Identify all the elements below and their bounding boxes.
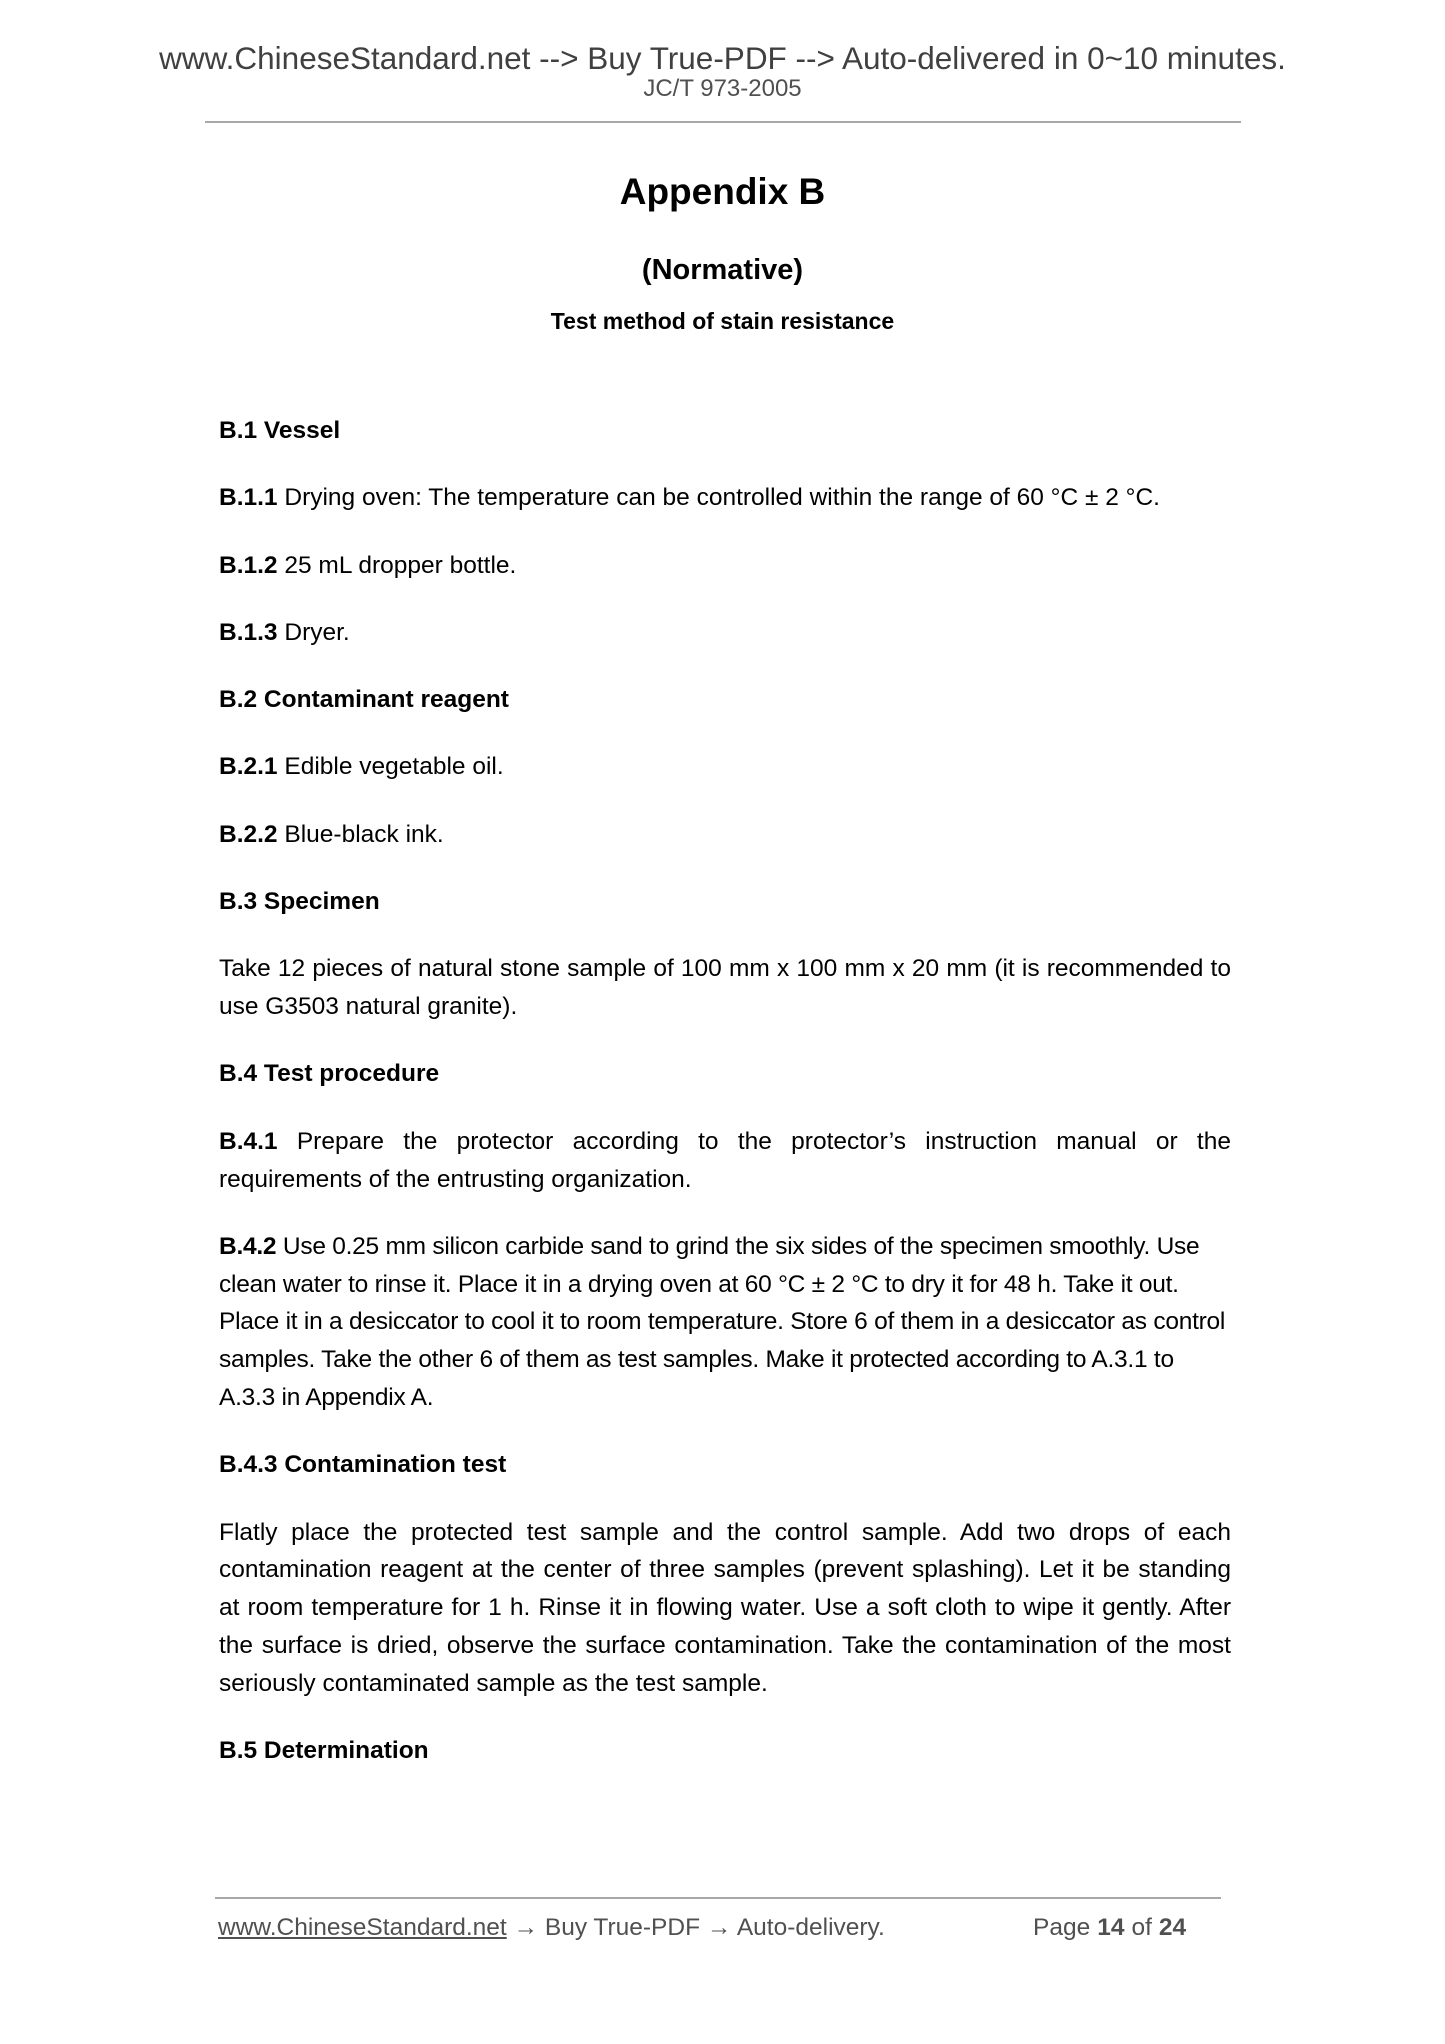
clause-number: B.4.2 <box>219 1232 277 1260</box>
standard-code: JC/T 973-2005 <box>643 75 802 102</box>
section-heading-b2: B.2 Contaminant reagent <box>219 686 509 714</box>
clause-text: 25 mL dropper bottle. <box>277 551 517 579</box>
clause-text: Prepare the protector according to the protector’s instruction manual or the requirements of the entrusting organization. <box>219 1127 1231 1193</box>
appendix-subtitle: Test method of stain resistance <box>550 308 895 334</box>
clause-b2-2 <box>219 816 1231 854</box>
clause-number: B.2.2 <box>219 820 278 848</box>
clause-text: Dryer. <box>277 618 350 646</box>
appendix-status: (Normative) <box>641 254 804 286</box>
section-heading-b4: B.4 Test procedure <box>219 1060 440 1088</box>
section-heading-b4-3: B.4.3 Contamination test <box>219 1451 507 1479</box>
clause-number: B.2.1 <box>219 753 278 781</box>
footer-tagline: → Buy True-PDF → Auto-delivery. <box>506 1914 885 1941</box>
clause-text: Drying oven: The temperature can be controlled within the range of 60 °C ± 2 °C. <box>277 484 1160 512</box>
clause-b4-1 <box>219 1123 1231 1199</box>
clause-text: Edible vegetable oil. <box>277 753 504 781</box>
document-body <box>219 412 1231 1799</box>
section-heading-b3: B.3 Specimen <box>219 888 380 916</box>
clause-b1-3 <box>219 614 1231 652</box>
page-total: 24 <box>1158 1914 1187 1941</box>
page-current: 14 <box>1097 1914 1125 1941</box>
page-label: Page <box>1033 1914 1091 1941</box>
appendix-title: Appendix B <box>619 171 826 212</box>
contamination-test-paragraph: Flatly place the protected test sample and the control sample. Add two drops of each contamination reagent at the center of three samples (prevent splashing). Let it be standing at room temperature for 1 h. Rinse it in flowing water. Use a soft cloth to wipe it gently. After the surface is dried, observe the surface contamination. Take the contamination of the most seriously contaminated sample as the test sample. <box>219 1518 1231 1697</box>
clause-number: B.1.1 <box>219 484 278 512</box>
page-indicator <box>1033 1913 1186 1943</box>
header-banner: www.ChineseStandard.net --> Buy True-PDF --> Auto-delivered in 0~10 minutes. <box>159 40 1286 76</box>
footer-site-link[interactable]: www.ChineseStandard.net <box>218 1914 507 1941</box>
clause-number: B.1.3 <box>219 618 278 646</box>
clause-b4-2 <box>219 1228 1231 1417</box>
clause-text: Blue-black ink. <box>277 820 444 848</box>
header-divider <box>205 121 1241 123</box>
specimen-paragraph: Take 12 pieces of natural stone sample of 100 mm x 100 mm x 20 mm (it is recommended to use G3503 natural granite). <box>219 955 1231 1021</box>
clause-b1-2 <box>219 547 1231 585</box>
footer-divider <box>215 1897 1221 1899</box>
clause-b1-1 <box>219 479 1231 517</box>
clause-number: B.1.2 <box>219 551 278 579</box>
clause-number: B.4.1 <box>219 1127 278 1155</box>
footer-left <box>218 1913 885 1943</box>
section-heading-b5: B.5 Determination <box>219 1737 429 1765</box>
clause-b2-1 <box>219 748 1231 786</box>
page-of-label: of <box>1131 1914 1152 1941</box>
clause-text: Use 0.25 mm silicon carbide sand to grind the six sides of the specimen smoothly. Use clean water to rinse it. Place it in a drying oven at 60 °C ± 2 °C to dry it for 48 h. Take it out. Place it in a desiccator to cool it to room temperature. Store 6 of them in a desiccator as control samples. Take the other 6 of them as test samples. Make it protected according to A.3.1 to A.3.3 in Appendix A. <box>219 1232 1226 1412</box>
section-heading-b1: B.1 Vessel <box>219 417 341 444</box>
